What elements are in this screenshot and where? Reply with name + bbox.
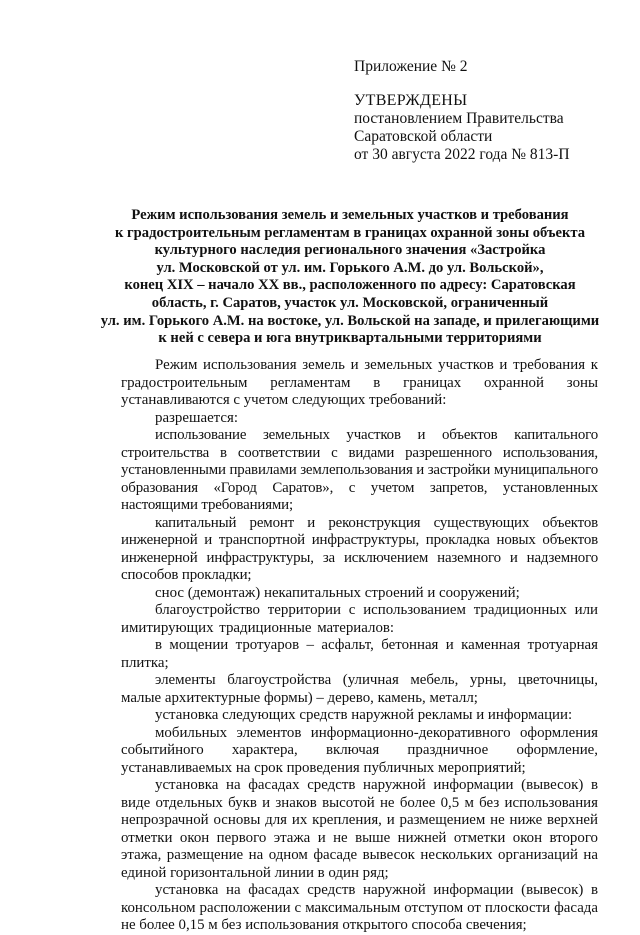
title-line: к градостроительным регламентам в границах охранной зоны объекта (114, 224, 586, 241)
permitted-heading: разрешается: (155, 409, 238, 426)
title-line: культурного наследия регионального значения «Застройка (154, 242, 546, 259)
body-paragraph: установка на фасадах средств наружной информации (вывесок) в консольном расположении с максимальным отступом от плоскости фасада не более 0,15 м без использования открытого способа свечения; (121, 882, 598, 933)
title-line: область, г. Саратов, участок ул. Московской, ограниченный (151, 294, 549, 311)
title-line: к ней с севера и юга внутриквартальными территориями (158, 330, 542, 347)
intro-paragraph: Режим использования земель и земельных участков и требования к градостроительным регламентам в границах охранной зоны устанавливаются с учетом следующих требований: (121, 357, 598, 408)
approval-line-1: постановлением Правительства (354, 110, 564, 127)
document-body (121, 357, 598, 935)
approval-line-3: от 30 августа 2022 года № 813-П (354, 146, 570, 163)
body-paragraph: элементы благоустройства (уличная мебель, урны, цветочницы, малые архитектурные формы) – дерево, камень, металл; (121, 672, 598, 706)
appendix-number: Приложение № 2 (354, 58, 468, 75)
body-paragraph: установка на фасадах средств наружной информации (вывесок) в виде отдельных букв и знаков высотой не более 0,5 м без использования непрозрачной основы для их крепления, и размещением не ниже верхней отметки окон первого этажа и не выше нижней отметки окон второго этажа, размещение на одном фасаде вывесок нескольких организаций на единой горизонтальной линии в один ряд; (121, 777, 598, 881)
body-paragraph: в мощении тротуаров – асфальт, бетонная и каменная тротуарная плитка; (121, 637, 598, 671)
body-paragraph: снос (демонтаж) некапитальных строений и сооружений; (155, 584, 520, 601)
body-paragraph: установка следующих средств наружной рекламы и информации: (155, 707, 573, 723)
approval-line-2: Саратовской области (354, 128, 493, 145)
approval-block (354, 58, 570, 164)
body-paragraph: мобильных элементов информационно-декоративного оформления событийного характера, включая праздничное оформление, устанавливаемых на срок проведения публичных мероприятий; (121, 724, 598, 776)
title-line: Режим использования земель и земельных участков и требования (131, 207, 569, 223)
title-line: конец XIX – начало XX вв., расположенного по адресу: Саратовская (124, 277, 576, 294)
body-paragraph: благоустройство территории с использованием традиционных или имитирующих традиционные материалов: (121, 602, 598, 636)
title-line: ул. Московской от ул. им. Горького А.М. до ул. Вольской», (156, 259, 544, 276)
title-line: ул. им. Горького А.М. на востоке, ул. Вольской на западе, и прилегающими (100, 312, 600, 329)
body-paragraph: капитальный ремонт и реконструкция существующих объектов инженерной и транспортной инфраструктуры, прокладка новых объектов инженерной инфраструктуры, за исключением наземного и надземного способов прокладки; (121, 514, 598, 583)
document-title (86, 207, 614, 348)
approved-heading: УТВЕРЖДЕНЫ (354, 92, 468, 109)
body-paragraph: использование земельных участков и объектов капитального строительства в соответствии с видами разрешенного использования, установленными правилами землепользования и застройки муниципального образования «Город Саратов», с учетом запретов, установленных настоящими требованиями; (121, 427, 598, 513)
